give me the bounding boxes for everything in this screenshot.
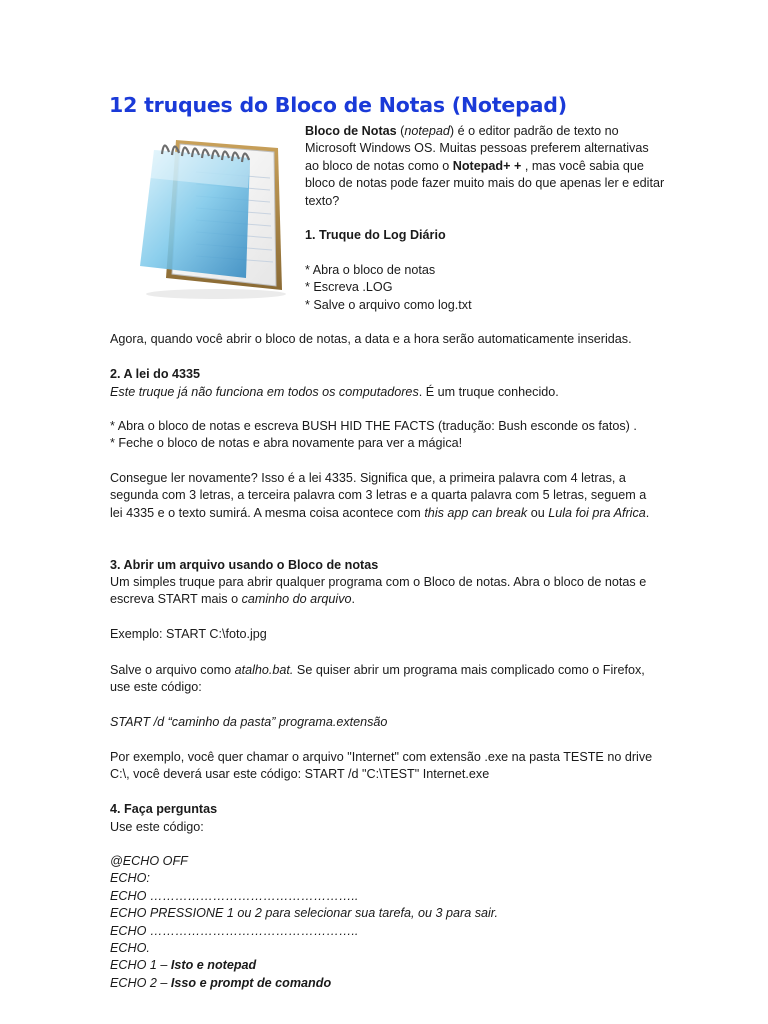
section-1-heading: 1. Truque do Log Diário [305, 228, 446, 242]
intro-text: ) é o editor padrão de texto no Microsoft Windows OS. Muitas pessoas preferem alternativas ao bloco de notas como o [305, 124, 649, 173]
intro-text: , mas você sabia que bloco de notas pode fazer muito mais do que apenas ler e editar texto? [305, 158, 665, 208]
section-1-steps [305, 262, 665, 314]
list-item: * Abra o bloco de notas [305, 263, 436, 277]
section-3-heading: 3. Abrir um arquivo usando o Bloco de notas [110, 558, 379, 572]
section-2-steps [110, 418, 660, 453]
section-4-code-block [110, 853, 660, 992]
intro-bold-notepadpp: Notepad+ + [452, 158, 522, 173]
notepad-icon [136, 128, 296, 303]
section-3-save: Salve o arquivo como atalho.bat. Se quiser abrir um programa mais complicado como o Firefox, use este código: [110, 663, 645, 695]
intro-text: ( [396, 124, 405, 138]
code-line: ECHO 1 – Isto e notepad [110, 958, 257, 973]
list-item: * Abra o bloco de notas e escreva BUSH HID THE FACTS (tradução: Bush esconde os fatos) . [110, 419, 637, 433]
intro-italic: notepad [404, 124, 450, 138]
list-item: * Feche o bloco de notas e abra novamente para ver a mágica! [110, 436, 463, 451]
section-3-example: Exemplo: START C:\foto.jpg [110, 627, 267, 641]
list-item: * Escreva .LOG [305, 280, 393, 295]
code-line: ECHO ………………………………………….. [110, 888, 359, 903]
section-2-heading: 2. A lei do 4335 [110, 367, 201, 381]
section-4-intro: Use este código: [110, 820, 204, 834]
code-line: ECHO PRESSIONE 1 ou 2 para selecionar sua tarefa, ou 3 para sair. [110, 906, 499, 921]
section-2-paragraph: Consegue ler novamente? Isso é a lei 4335. Significa que, a primeira palavra com 4 letras, a segunda com 3 letras, a terceira palavra com 3 letras e a quarta palavra com 5 letras, seguem a lei 4335 e o texto sumirá. A mesma coisa acontece com this app can break ou Lula foi pra Africa. [110, 471, 650, 520]
section-4-heading: 4. Faça perguntas [110, 802, 218, 816]
section-3-example-paragraph: Por exemplo, você quer chamar o arquivo "Internet" com extensão .exe na pasta TESTE no drive C:\, você deverá usar este código: START /d "C:\TEST" Internet.exe [110, 750, 653, 782]
intro-bold-notepad: Bloco de Notas [305, 124, 397, 138]
code-line: ECHO 2 – Isso e prompt de comando [110, 975, 332, 990]
code-line: @ECHO OFF [110, 854, 188, 868]
section-3-code: START /d “caminho da pasta” programa.extensão [110, 715, 388, 729]
code-line: ECHO. [110, 941, 150, 956]
code-line: ECHO: [110, 871, 150, 886]
section-3-paragraph: Um simples truque para abrir qualquer programa com o Bloco de notas. Abra o bloco de notas e escreva START mais o caminho do arquivo. [110, 575, 647, 607]
page-title: 12 truques do Bloco de Notas (Notepad) [109, 93, 567, 117]
section-2-subtitle: Este truque já não funciona em todos os computadores. É um truque conhecido. [110, 385, 559, 399]
intro-paragraph [305, 123, 665, 210]
code-line: ECHO ………………………………………….. [110, 923, 359, 938]
section-1-note: Agora, quando você abrir o bloco de notas, a data e a hora serão automaticamente inseridas. [110, 332, 632, 346]
list-item: * Salve o arquivo como log.txt [305, 297, 472, 312]
